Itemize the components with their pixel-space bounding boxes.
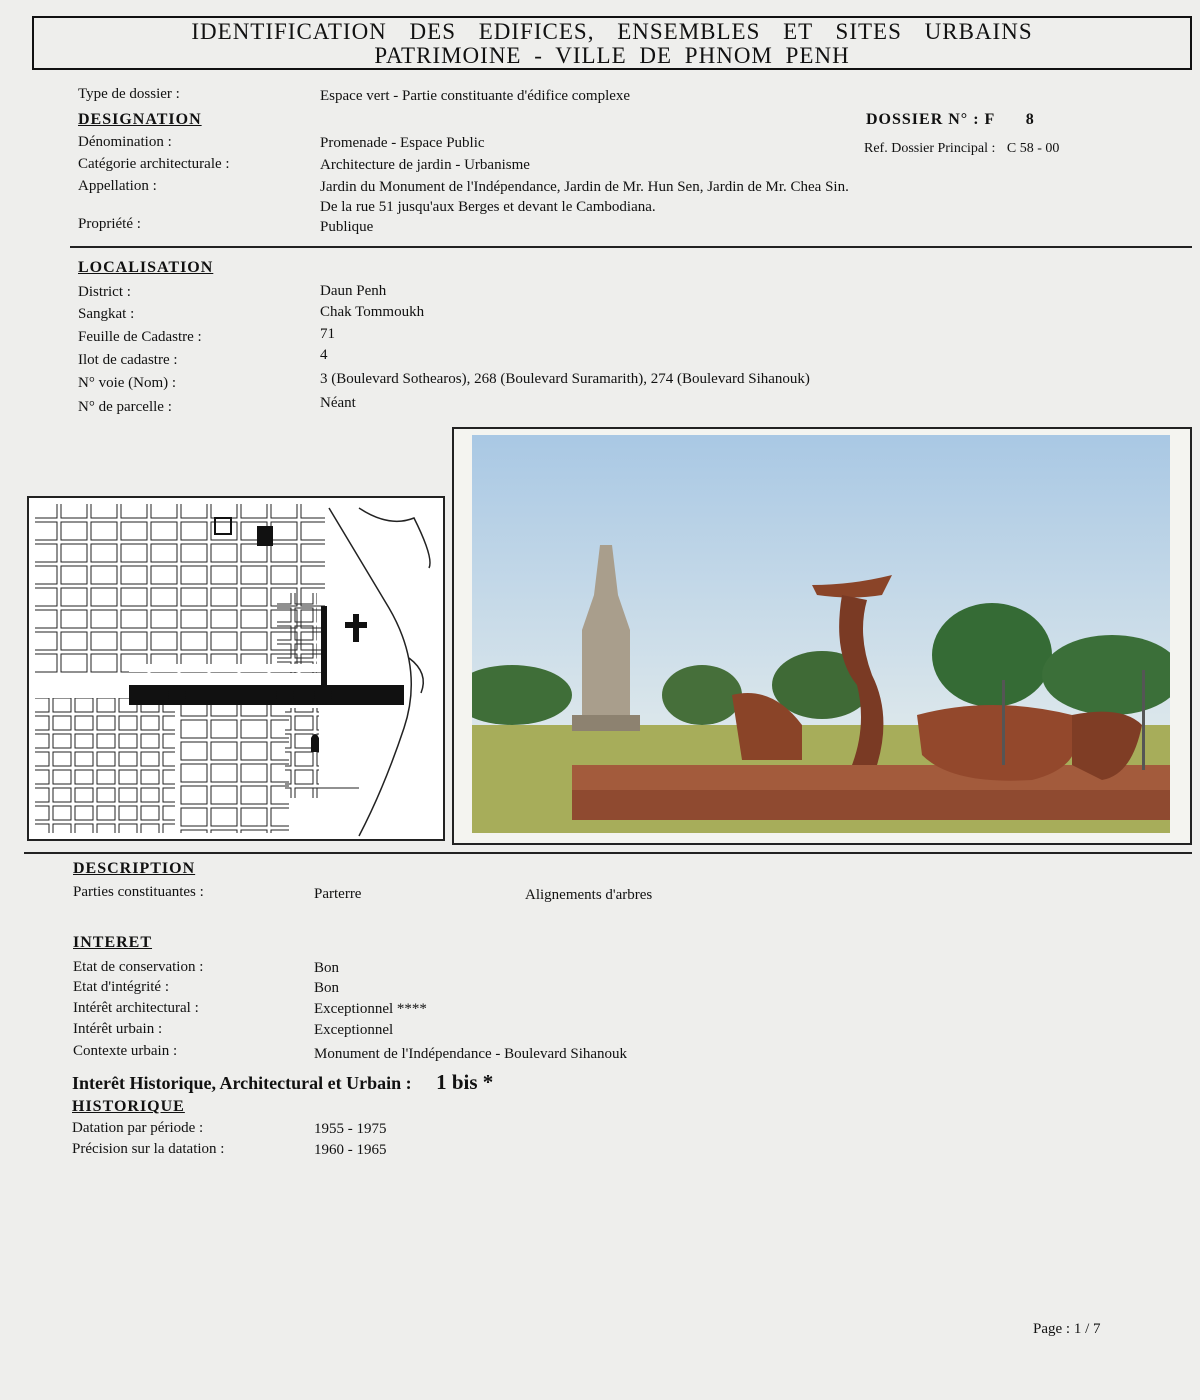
type-dossier-label: Type de dossier : xyxy=(78,86,180,102)
denomination-value: Promenade - Espace Public xyxy=(320,135,485,151)
dossier-number-value: 8 xyxy=(1025,111,1035,128)
etat-integrite-value: Bon xyxy=(314,980,340,996)
interet-urbain-label: Intérêt urbain : xyxy=(73,1021,163,1037)
district-label: District : xyxy=(78,284,131,300)
ref-dossier-value: C 58 - 00 xyxy=(1006,141,1060,156)
map-drawing xyxy=(29,498,443,839)
denomination-label: Dénomination : xyxy=(78,134,172,150)
categorie-value: Architecture de jardin - Urbanisme xyxy=(320,157,530,173)
dossier-number xyxy=(866,111,1035,129)
etat-conservation-label: Etat de conservation : xyxy=(73,959,204,975)
parties-constituantes-label: Parties constituantes : xyxy=(73,884,204,900)
district-value: Daun Penh xyxy=(320,283,387,299)
voie-value: 3 (Boulevard Sothearos), 268 (Boulevard Suramarith), 274 (Boulevard Sihanouk) xyxy=(320,371,810,387)
contexte-urbain-value: Monument de l'Indépendance - Boulevard Sihanouk xyxy=(314,1046,628,1062)
etat-conservation-value: Bon xyxy=(314,960,340,976)
site-photograph xyxy=(452,427,1192,845)
appellation-label: Appellation : xyxy=(78,178,157,194)
datation-periode-value: 1955 - 1975 xyxy=(314,1121,387,1137)
ref-dossier xyxy=(864,141,1059,157)
precision-datation-value: 1960 - 1965 xyxy=(314,1142,387,1158)
categorie-label: Catégorie architecturale : xyxy=(78,156,230,172)
type-dossier-value: Espace vert - Partie constituante d'édifice complexe xyxy=(320,88,631,104)
parties-constituantes-value-1: Parterre xyxy=(314,886,362,902)
header-title: IDENTIFICATION DES EDIFICES, ENSEMBLES ET SITES URBAINS xyxy=(191,19,1033,44)
parcelle-label: N° de parcelle : xyxy=(78,399,172,415)
section-description: DESCRIPTION xyxy=(73,860,196,877)
appellation-value: Jardin du Monument de l'Indépendance, Jardin de Mr. Hun Sen, Jardin de Mr. Chea Sin. xyxy=(320,179,849,195)
interet-summary-label: Interêt Historique, Architectural et Urbain : xyxy=(72,1073,412,1093)
sangkat-value: Chak Tommoukh xyxy=(320,304,425,320)
photo-image xyxy=(472,435,1170,833)
interet-urbain-value: Exceptionnel xyxy=(314,1022,394,1038)
dossier-number-label: DOSSIER N° : F xyxy=(866,111,995,128)
propriete-value: Publique xyxy=(320,219,374,235)
parcelle-value: Néant xyxy=(320,395,356,411)
header-subtitle: PATRIMOINE - VILLE DE PHNOM PENH xyxy=(374,43,850,68)
feuille-cadastre-label: Feuille de Cadastre : xyxy=(78,329,202,345)
sangkat-label: Sangkat : xyxy=(78,306,135,322)
divider-2 xyxy=(24,852,1192,854)
ilot-cadastre-label: Ilot de cadastre : xyxy=(78,352,178,368)
interet-summary xyxy=(72,1070,493,1095)
interet-summary-value: 1 bis * xyxy=(436,1070,494,1094)
precision-datation-label: Précision sur la datation : xyxy=(72,1141,225,1157)
etat-integrite-label: Etat d'intégrité : xyxy=(73,979,170,995)
ilot-cadastre-value: 4 xyxy=(320,347,328,363)
interet-architectural-label: Intérêt architectural : xyxy=(73,1000,199,1016)
section-historique: HISTORIQUE xyxy=(72,1098,185,1115)
page-number: Page : 1 / 7 xyxy=(1033,1321,1101,1337)
appellation-value-continued: De la rue 51 jusqu'aux Berges et devant le Cambodiana. xyxy=(320,199,656,215)
datation-periode-label: Datation par période : xyxy=(72,1120,204,1136)
section-designation: DESIGNATION xyxy=(78,111,202,128)
contexte-urbain-label: Contexte urbain : xyxy=(73,1043,178,1059)
divider-1 xyxy=(70,246,1192,248)
photo-drawing xyxy=(472,435,1170,833)
parties-constituantes-value-2: Alignements d'arbres xyxy=(525,887,653,903)
feuille-cadastre-value: 71 xyxy=(320,326,335,342)
document-header xyxy=(32,16,1192,70)
propriete-label: Propriété : xyxy=(78,216,141,232)
voie-label: N° voie (Nom) : xyxy=(78,375,177,391)
ref-dossier-label: Ref. Dossier Principal : xyxy=(864,141,996,156)
section-localisation: LOCALISATION xyxy=(78,259,214,276)
cadastral-map xyxy=(27,496,445,841)
interet-architectural-value: Exceptionnel **** xyxy=(314,1001,427,1017)
section-interet: INTERET xyxy=(73,934,153,951)
